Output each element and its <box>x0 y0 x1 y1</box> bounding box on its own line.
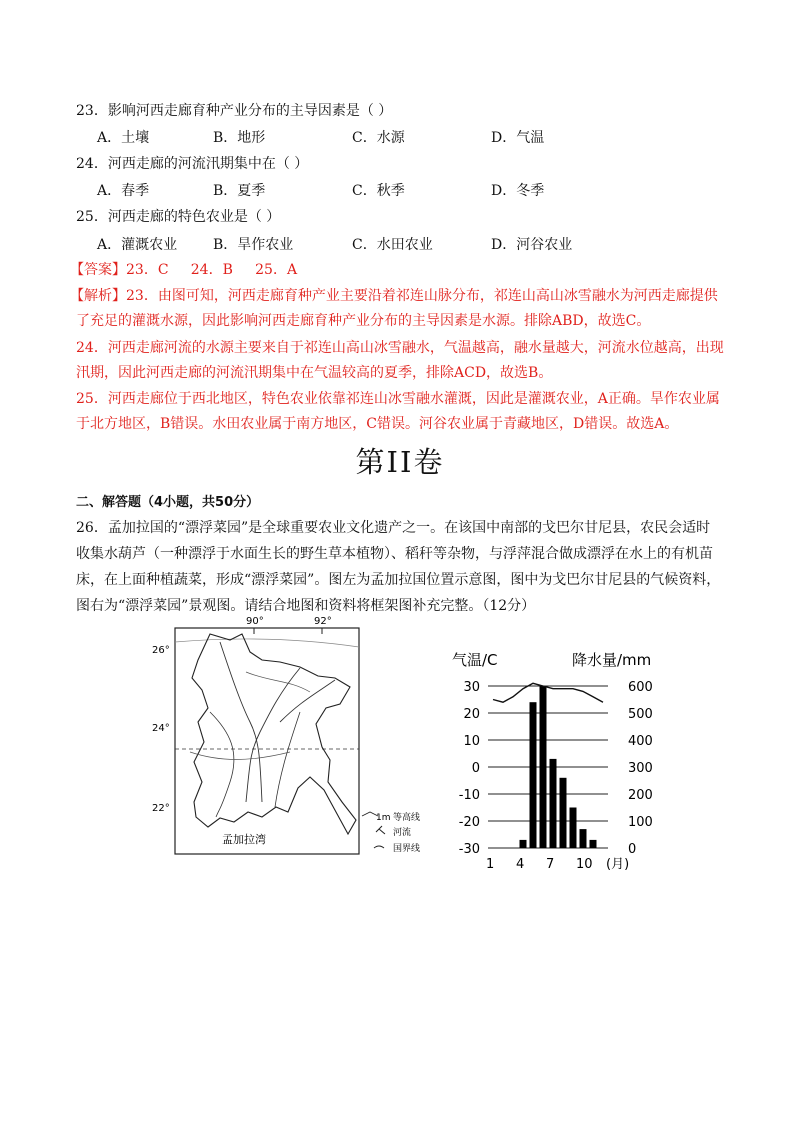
right-tick-label: 200 <box>628 788 653 803</box>
analysis-label: 【解析】 <box>70 288 126 304</box>
answer-line <box>70 259 297 279</box>
q25-option-c: C．水田农业 <box>352 237 433 253</box>
q26-line3: 床，在上面种植蔬菜，形成“漂浮菜园”。图左为孟加拉国位置示意图，图中为戈巴尔甘尼县的气候资料， <box>76 572 721 588</box>
analysis-p3-line2: 于北方地区，B错误。水田农业属于南方地区，C错误。河谷农业属于青藏地区，D错误。故选A。 <box>76 416 679 432</box>
right-tick-label: 600 <box>628 680 653 695</box>
lat-label-24: 24° <box>152 723 170 734</box>
legend-border-label: 国界线 <box>393 844 421 854</box>
map-frame <box>175 628 359 854</box>
map-legend <box>362 811 420 854</box>
q25-stem: 25．河西走廊的特色农业是（ ） <box>76 209 281 225</box>
river-1 <box>220 642 262 802</box>
precip-bar <box>520 840 527 848</box>
river-3 <box>280 680 335 722</box>
q23-option-a: A．土壤 <box>97 130 150 146</box>
x-tick-label: 4 <box>516 857 525 872</box>
right-tick-label: 300 <box>628 761 653 776</box>
lat-label-26: 26° <box>152 645 170 656</box>
contour-2 <box>190 752 290 760</box>
analysis-p2-line1: 24．河西走廊河流的水源主要来自于祁连山高山冰雪融水，气温越高，融水量越大，河流水位越高，出现 <box>76 340 724 356</box>
x-tick-label: 1 <box>486 857 495 872</box>
x-unit-label: (月) <box>606 857 630 872</box>
right-tick-label: 0 <box>628 842 637 857</box>
x-axis-ticks <box>486 857 629 872</box>
chart-grid <box>488 686 608 848</box>
answer-text: 23．C 24．B 25．A <box>126 262 298 278</box>
q25-option-a: A．灌溉农业 <box>97 237 178 253</box>
analysis-p1-line2: 了充足的灌溉水源，因此影响河西走廊育种产业分布的主导因素是水源。排除ABD，故选C。 <box>76 313 651 329</box>
q23-option-d: D．气温 <box>491 130 545 146</box>
q26-line4: 图右为“漂浮菜园”景观图。请结合地图和资料将框架图补充完整。（12分） <box>76 598 536 614</box>
q23-option-b: B．地形 <box>213 130 266 146</box>
q25-option-d: D．河谷农业 <box>491 237 573 253</box>
legend-contour-symbol: 1m <box>376 813 391 823</box>
q24-option-a: A．春季 <box>97 183 150 199</box>
lon-label-90: 90° <box>246 616 264 627</box>
precip-bar <box>570 808 577 849</box>
q23-option-c: C．水源 <box>352 130 405 146</box>
left-tick-label: -30 <box>458 842 480 857</box>
analysis-p1-text: 23．由图可知，河西走廊育种产业主要沿着祁连山脉分布，祁连山高山冰雪融水为河西走廊提供 <box>126 288 718 304</box>
legend-border-icon <box>374 846 384 848</box>
lat-label-22: 22° <box>152 803 170 814</box>
precip-bar <box>580 829 587 848</box>
q26-line2: 收集水葫芦（一种漂浮于水面生长的野生草本植物）、稻秆等杂物，与浮萍混合做成漂浮在水上的有机苗 <box>76 546 713 562</box>
analysis-p2-line2: 汛期，因此河西走廊的河流汛期集中在气温较高的夏季，排除ACD，故选B。 <box>76 365 553 381</box>
precip-bar <box>590 840 597 848</box>
left-tick-label: -20 <box>458 815 480 830</box>
legend-river-icon <box>376 826 385 834</box>
analysis-p1-line1 <box>70 285 718 305</box>
left-tick-label: 30 <box>463 680 480 695</box>
q26-line1: 26．孟加拉国的“漂浮菜园”是全球重要农业文化遗产之一。在该国中南部的戈巴尔甘尼县，农民会适时 <box>76 520 711 536</box>
q24-option-b: B．夏季 <box>213 183 266 199</box>
left-tick-label: 0 <box>471 761 480 776</box>
bangladesh-border <box>192 634 356 834</box>
q24-stem: 24．河西走廊的河流汛期集中在（ ） <box>76 156 309 172</box>
precip-bar <box>560 778 567 848</box>
right-axis-label: 降水量/mm <box>572 651 652 669</box>
climate-chart <box>440 648 660 874</box>
right-tick-label: 100 <box>628 815 653 830</box>
right-tick-label: 500 <box>628 707 653 722</box>
sea-label: 孟加拉湾 <box>222 833 266 846</box>
q24-option-d: D．冬季 <box>491 183 545 199</box>
q24-option-c: C．秋季 <box>352 183 405 199</box>
lon-label-92: 92° <box>314 616 332 627</box>
legend-contour-label: 等高线 <box>393 813 421 823</box>
legend-river-label: 河流 <box>393 828 412 838</box>
precip-bar <box>550 759 557 848</box>
right-tick-label: 400 <box>628 734 653 749</box>
left-tick-label: -10 <box>458 788 480 803</box>
river-4 <box>210 712 234 817</box>
answer-label: 【答案】 <box>70 262 126 278</box>
volume-title: 第II卷 <box>355 445 445 479</box>
q23-stem: 23．影响河西走廊育种产业分布的主导因素是（ ） <box>76 103 393 119</box>
left-tick-label: 10 <box>463 734 480 749</box>
left-axis-label: 气温/C <box>452 651 498 669</box>
x-tick-label: 7 <box>546 857 555 872</box>
precip-bar <box>540 686 547 848</box>
x-tick-label: 10 <box>576 857 593 872</box>
left-axis-ticks <box>459 680 480 857</box>
river-2 <box>246 668 300 802</box>
left-tick-label: 20 <box>463 707 480 722</box>
precip-bar <box>530 702 537 848</box>
top-boundary <box>175 639 359 647</box>
analysis-p3-line1: 25．河西走廊位于西北地区，特色农业依靠祁连山冰雪融水灌溉，因此是灌溉农业，A正确。旱作农业属 <box>76 391 720 407</box>
q25-option-b: B．旱作农业 <box>213 237 294 253</box>
bangladesh-location-map <box>150 612 425 872</box>
section-title: 二、解答题（4小题，共50分） <box>76 495 260 510</box>
right-axis-ticks <box>628 680 653 857</box>
contour-1 <box>246 672 310 692</box>
